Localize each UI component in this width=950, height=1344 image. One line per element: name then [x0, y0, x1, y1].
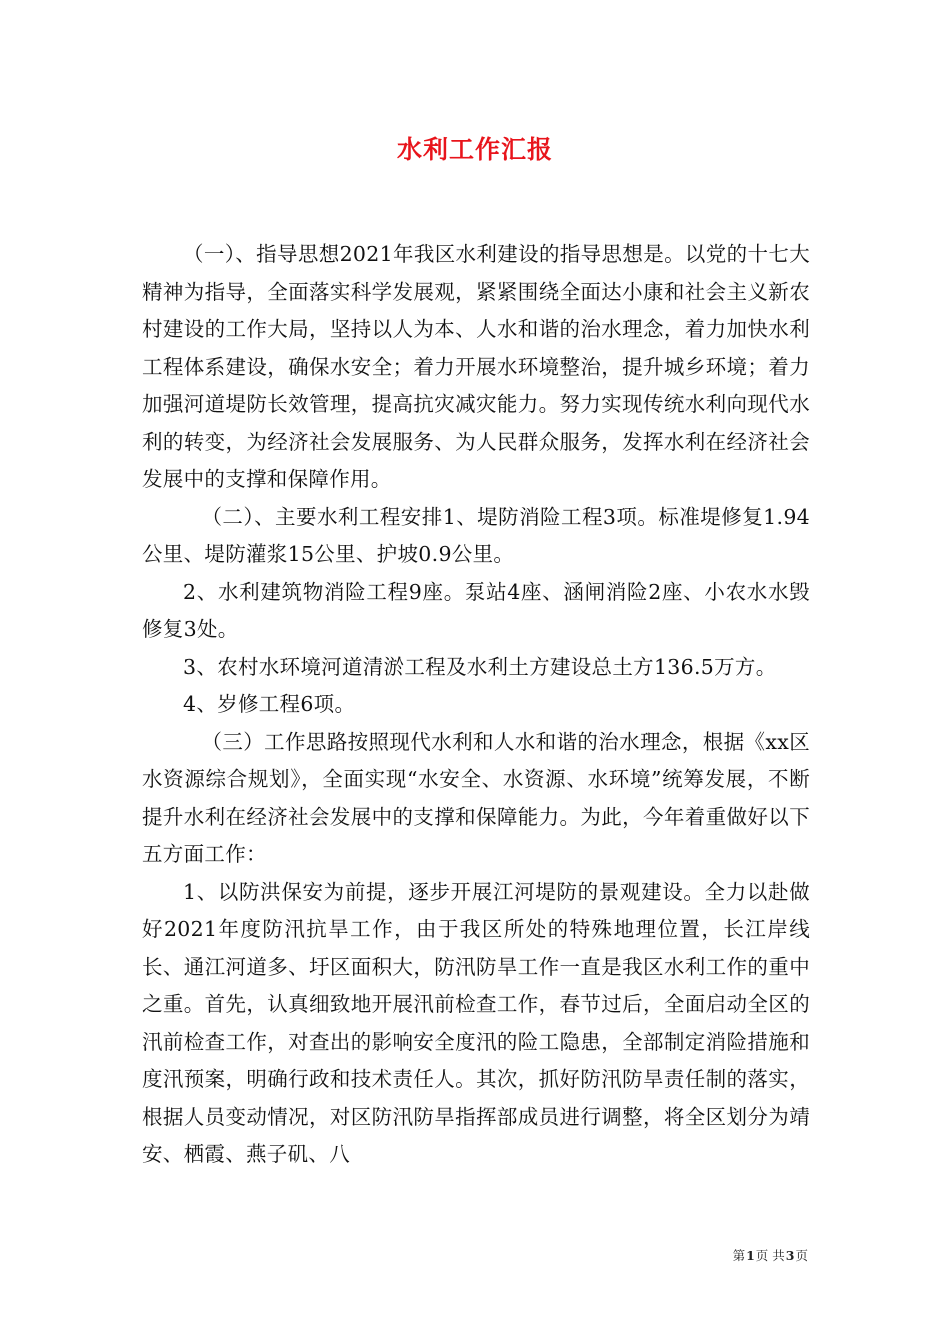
document-body [142, 236, 810, 1174]
paragraph-river-dredging: 3、农村水环境河道清淤工程及水利土方建设总土方136.5万方。 [183, 654, 777, 679]
footer-suffix: 页 [795, 1248, 808, 1263]
paragraph-annual-repair: 4、岁修工程6项。 [183, 692, 356, 716]
footer-prefix: 第 [732, 1248, 746, 1263]
paragraph-building-projects: 2、水利建筑物消险工程9座。泵站4座、涵闸消险2座、小农水水毁修复3处。 [142, 579, 810, 641]
page-number-footer [733, 1247, 808, 1265]
paragraph-guiding-ideology: （一）、指导思想2021年我区水利建设的指导思想是。以党的十七大精神为指导，全面落实科学发展观，紧紧围绕全面达小康和社会主义新农村建设的工作大局，坚持以人为本、人水和谐的治水理念，着力加快水利工程体系建设，确保水安全；着力开展水环境整治，提升城乡环境；着力加强河道堤防长效管理，提高抗灾减灾能力。努力实现传统水利向现代水利的转变，为经济社会发展服务、为人民群众服务，发挥水利在经济社会发展中的支撑和保障作用。 [142, 242, 810, 491]
paragraph-main-projects: （二）、主要水利工程安排1、堤防消险工程3项。标准堤修复1.94公里、堤防灌浆15公里、护坡0.9公里。 [142, 504, 810, 566]
paragraph-flood-control: 1、以防洪保安为前提，逐步开展江河堤防的景观建设。全力以赴做好2021年度防汛抗旱工作，由于我区所处的特殊地理位置，长江岸线长、通江河道多、圩区面积大，防汛防旱工作一直是我区水利工作的重中之重。首先，认真细致地开展汛前检查工作，春节过后，全面启动全区的汛前检查工作，对查出的影响安全度汛的险工隐患，全部制定消险措施和度汛预案，明确行政和技术责任人。其次，抓好防汛防旱责任制的落实，根据人员变动情况，对区防汛防旱指挥部成员进行调整，将全区划分为靖安、栖霞、燕子矶、八 [142, 879, 810, 1166]
footer-middle: 页 共 [755, 1248, 785, 1263]
document-title: 水利工作汇报 [396, 135, 553, 164]
total-page-number: 3 [785, 1248, 795, 1263]
paragraph-work-approach: （三）工作思路按照现代水利和人水和谐的治水理念，根据《xx区水资源综合规划》，全面实现“水安全、水资源、水环境”统筹发展，不断提升水利在经济社会发展中的支撑和保障能力。为此，今年着重做好以下五方面工作： [142, 729, 810, 866]
current-page-number: 1 [746, 1248, 755, 1263]
